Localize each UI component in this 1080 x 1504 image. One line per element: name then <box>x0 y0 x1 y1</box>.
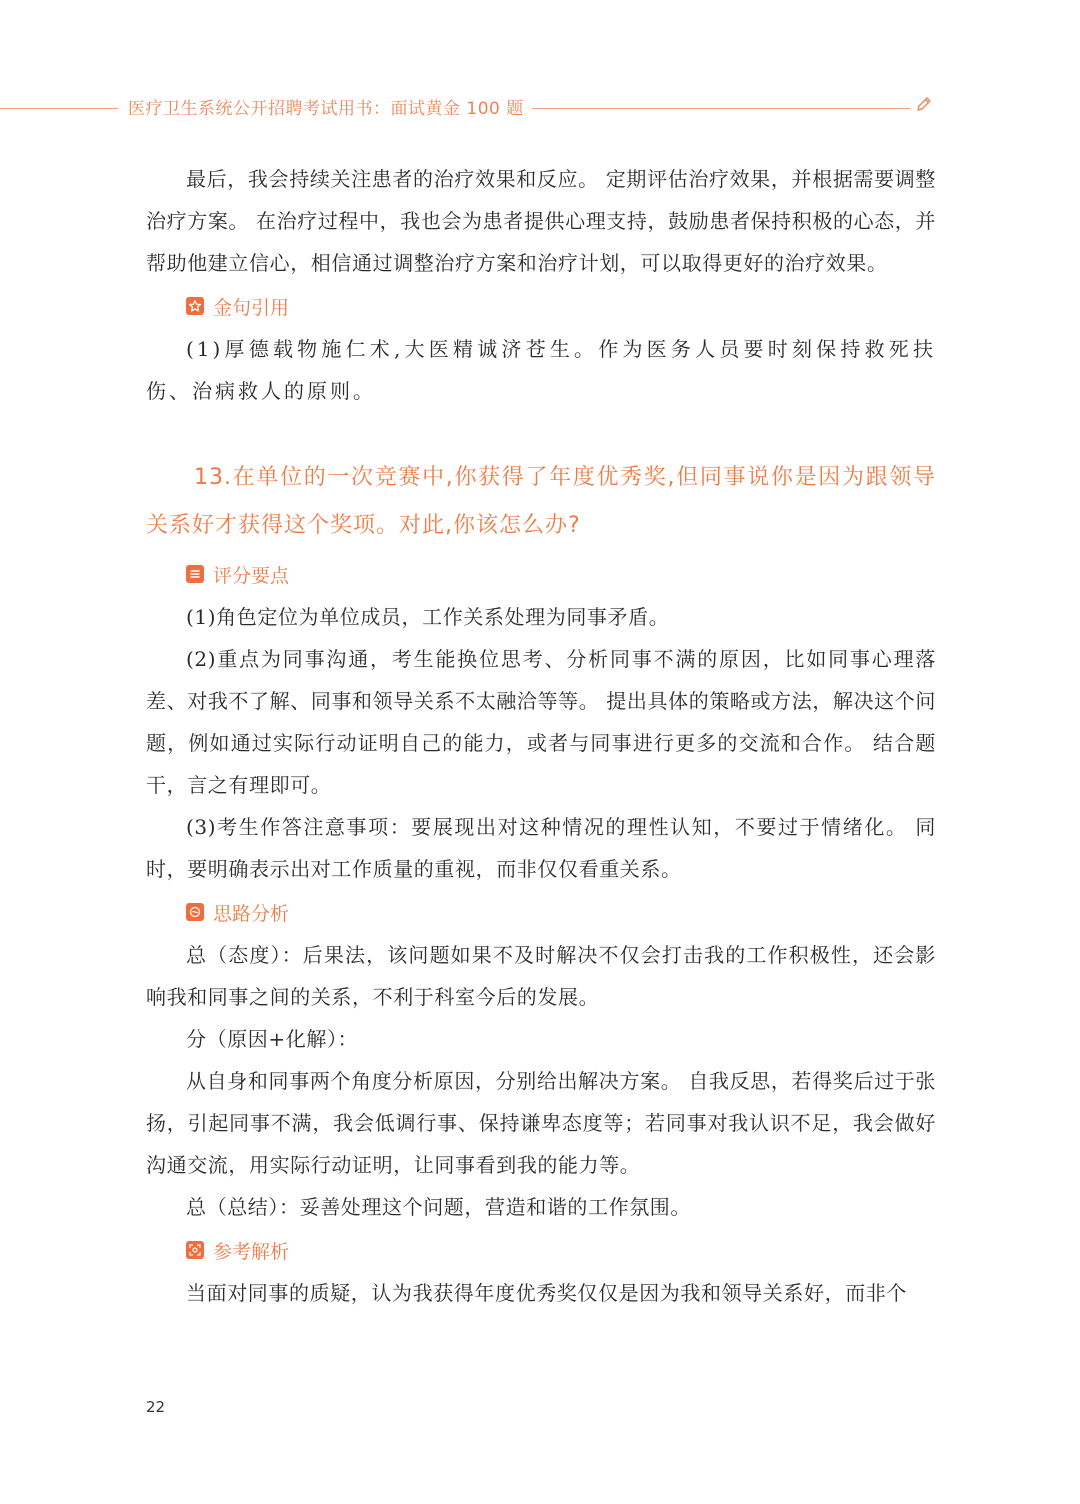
mind-icon <box>186 903 204 921</box>
header-title: 医疗卫生系统公开招聘考试用书：面试黄金 100 题 <box>128 99 524 119</box>
section-analysis <box>186 890 936 934</box>
analysis-paragraph: 总（总结）：妥善处理这个问题，营造和谐的工作氛围。 <box>186 1195 691 1219</box>
question-title: 13.在单位的一次竞赛中,你获得了年度优秀奖,但同事说你是因为跟领导关系好才获得这个奖项。对此,你该怎么办? <box>146 465 936 538</box>
golden-quote-text: (1)厚德载物施仁术,大医精诚济苍生。作为医务人员要时刻保持救死扶伤、治病救人的原则。 <box>146 337 936 403</box>
header-rule-left <box>0 108 118 109</box>
reference-paragraph: 当面对同事的质疑，认为我获得年度优秀奖仅仅是因为我和领导关系好，而非个 <box>186 1281 907 1305</box>
page-number: 22 <box>146 1398 166 1416</box>
scoring-item: (3)考生作答注意事项：要展现出对这种情况的理性认知，不要过于情绪化。 同时，要明确表示出对工作质量的重视，而非仅仅看重关系。 <box>146 815 936 881</box>
analysis-paragraph: 从自身和同事两个角度分析原因，分别给出解决方案。 自我反思，若得奖后过于张扬，引起同事不满，我会低调行事、保持谦卑态度等；若同事对我认识不足，我会做好沟通交流，用实际行动证明，让同事看到我的能力等。 <box>146 1069 936 1177</box>
page-content <box>146 158 936 1314</box>
section-label: 金句引用 <box>213 296 290 319</box>
section-reference <box>186 1228 936 1272</box>
intro-paragraph: 最后，我会持续关注患者的治疗效果和反应。 定期评估治疗效果，并根据需要调整治疗方案。 在治疗过程中，我也会为患者提供心理支持，鼓励患者保持积极的心态，并帮助他建立信心，相信通过调整治疗方案和治疗计划，可以取得更好的治疗效果。 <box>146 167 936 275</box>
scoring-item: (1)角色定位为单位成员，工作关系处理为同事矛盾。 <box>186 605 670 629</box>
scan-icon <box>186 1241 204 1259</box>
section-label: 评分要点 <box>213 564 290 587</box>
section-label: 思路分析 <box>213 902 290 925</box>
header-rule-right <box>532 108 910 109</box>
scoring-item: (2)重点为同事沟通，考生能换位思考、分析同事不满的原因，比如同事心理落差、对我不了解、同事和领导关系不太融洽等等。 提出具体的策略或方法，解决这个问题，例如通过实际行动证明自己的能力，或者与同事进行更多的交流和合作。 结合题干，言之有理即可。 <box>146 647 936 797</box>
section-golden-quote <box>186 284 936 328</box>
analysis-paragraph: 总（态度）：后果法，该问题如果不及时解决不仅会打击我的工作积极性，还会影响我和同事之间的关系，不利于科室今后的发展。 <box>146 943 936 1009</box>
running-header <box>0 88 1080 128</box>
pencil-icon <box>914 94 934 114</box>
analysis-paragraph: 分（原因+化解）： <box>186 1027 359 1051</box>
section-label: 参考解析 <box>213 1240 290 1263</box>
section-scoring <box>186 552 936 596</box>
star-icon <box>186 297 204 315</box>
list-icon <box>186 565 204 583</box>
